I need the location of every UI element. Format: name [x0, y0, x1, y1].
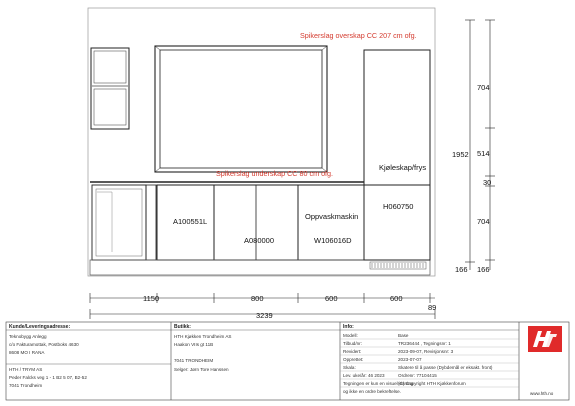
base-cabinet-2 [214, 185, 298, 260]
info-value: TR236444 , Tegningsnr: 1 [398, 341, 451, 346]
info-key: Skala: [343, 365, 356, 370]
info-value: 2023-07-07 [398, 357, 422, 362]
store-line: Haakon VIIs gt 11B [174, 342, 214, 347]
customer-line: 7041 Trondheim [9, 383, 43, 388]
dim-704-upper: 704 [477, 83, 490, 92]
dim-89: 89 [428, 303, 437, 312]
customer-line: c/o Fakturamottak, Postboks 4630 [9, 342, 79, 347]
customer-line: HTH / TRYM AS [9, 367, 43, 372]
window [155, 46, 327, 172]
customer-line: 8608 MO I RANA [9, 350, 45, 355]
customer-line: Teknobygg Anlegg [9, 334, 47, 339]
dim-1150: 1150 [143, 294, 160, 303]
tall-cabinet [364, 50, 430, 269]
info-value: (C) Copyright HTH Kjøkkenforum [398, 381, 466, 386]
tall-cabinet-code: H060750 [383, 202, 414, 211]
dim-166-right: 166 [477, 265, 490, 274]
info-key: Opprettet: [343, 357, 364, 362]
dim-total-width: 3239 [256, 311, 273, 320]
ventilation-grille [372, 263, 423, 268]
website-link[interactable]: www.hth.no [530, 391, 554, 396]
dim-total-height: 1952 [452, 150, 469, 159]
title-block [6, 322, 569, 400]
store-header: Butikk: [174, 324, 191, 330]
cabinet-label-a080000: A080000 [244, 236, 275, 245]
base-cabinet-1 [157, 185, 214, 260]
info-key: Revidert: [343, 349, 362, 354]
info-value: Skatere til å passe (Dybdemål er eksakt. front) [398, 365, 493, 370]
info-key: Tilbud/nr: [343, 341, 362, 346]
dishwasher [298, 185, 364, 260]
store-line: HTH Kjøkken Trondheim AS [174, 334, 232, 339]
dishwasher-label: Oppvaskmaskin [305, 212, 359, 221]
dishwasher-code: W106016D [314, 236, 352, 245]
corner-base-cabinet [92, 185, 156, 260]
lower-spikerslag-note: Spikerslag underskap CC 80 cm ofg. [216, 169, 334, 178]
info-value: Ordrenr: 77104415 [398, 373, 437, 378]
info-key: og ikke en ordre bekreftelse. [343, 389, 401, 394]
info-key: Lev. uke/år: 46 2023 [343, 373, 385, 378]
upper-wall-cabinet [91, 48, 129, 129]
info-key: Modell: [343, 333, 358, 338]
upper-spikerslag-note: Spikerslag overskap CC 207 cm ofg. [300, 31, 417, 40]
dim-800: 800 [251, 294, 264, 303]
hth-logo [528, 326, 562, 352]
info-value: Base [398, 333, 409, 338]
info-value: 2023-09-07, Revisjonsnr: 3 [398, 349, 454, 354]
info-header: Info: [343, 324, 354, 330]
cabinet-label-a100551l: A100551L [173, 217, 208, 226]
dim-600-a: 600 [325, 294, 338, 303]
right-dimension-chain [465, 20, 495, 270]
store-line: 7041 TRONDHEIM [174, 358, 214, 363]
fridge-label: Kjøleskap/frys [379, 163, 427, 172]
dim-30: 30 [483, 178, 492, 187]
info-key: Tegningen er kun en visuel visning [343, 381, 414, 386]
dim-166-left: 166 [455, 265, 468, 274]
customer-header: Kunde/Leveringsadresse: [9, 324, 71, 330]
dim-514: 514 [477, 149, 490, 158]
store-line: Selger: Jørn Tore Hanssen [174, 367, 229, 372]
customer-line: Peder Falcks veg 1 - 1 B2 5 07, B2-52 [9, 375, 87, 380]
dim-704-lower: 704 [477, 217, 490, 226]
dim-600-b: 600 [390, 294, 403, 303]
